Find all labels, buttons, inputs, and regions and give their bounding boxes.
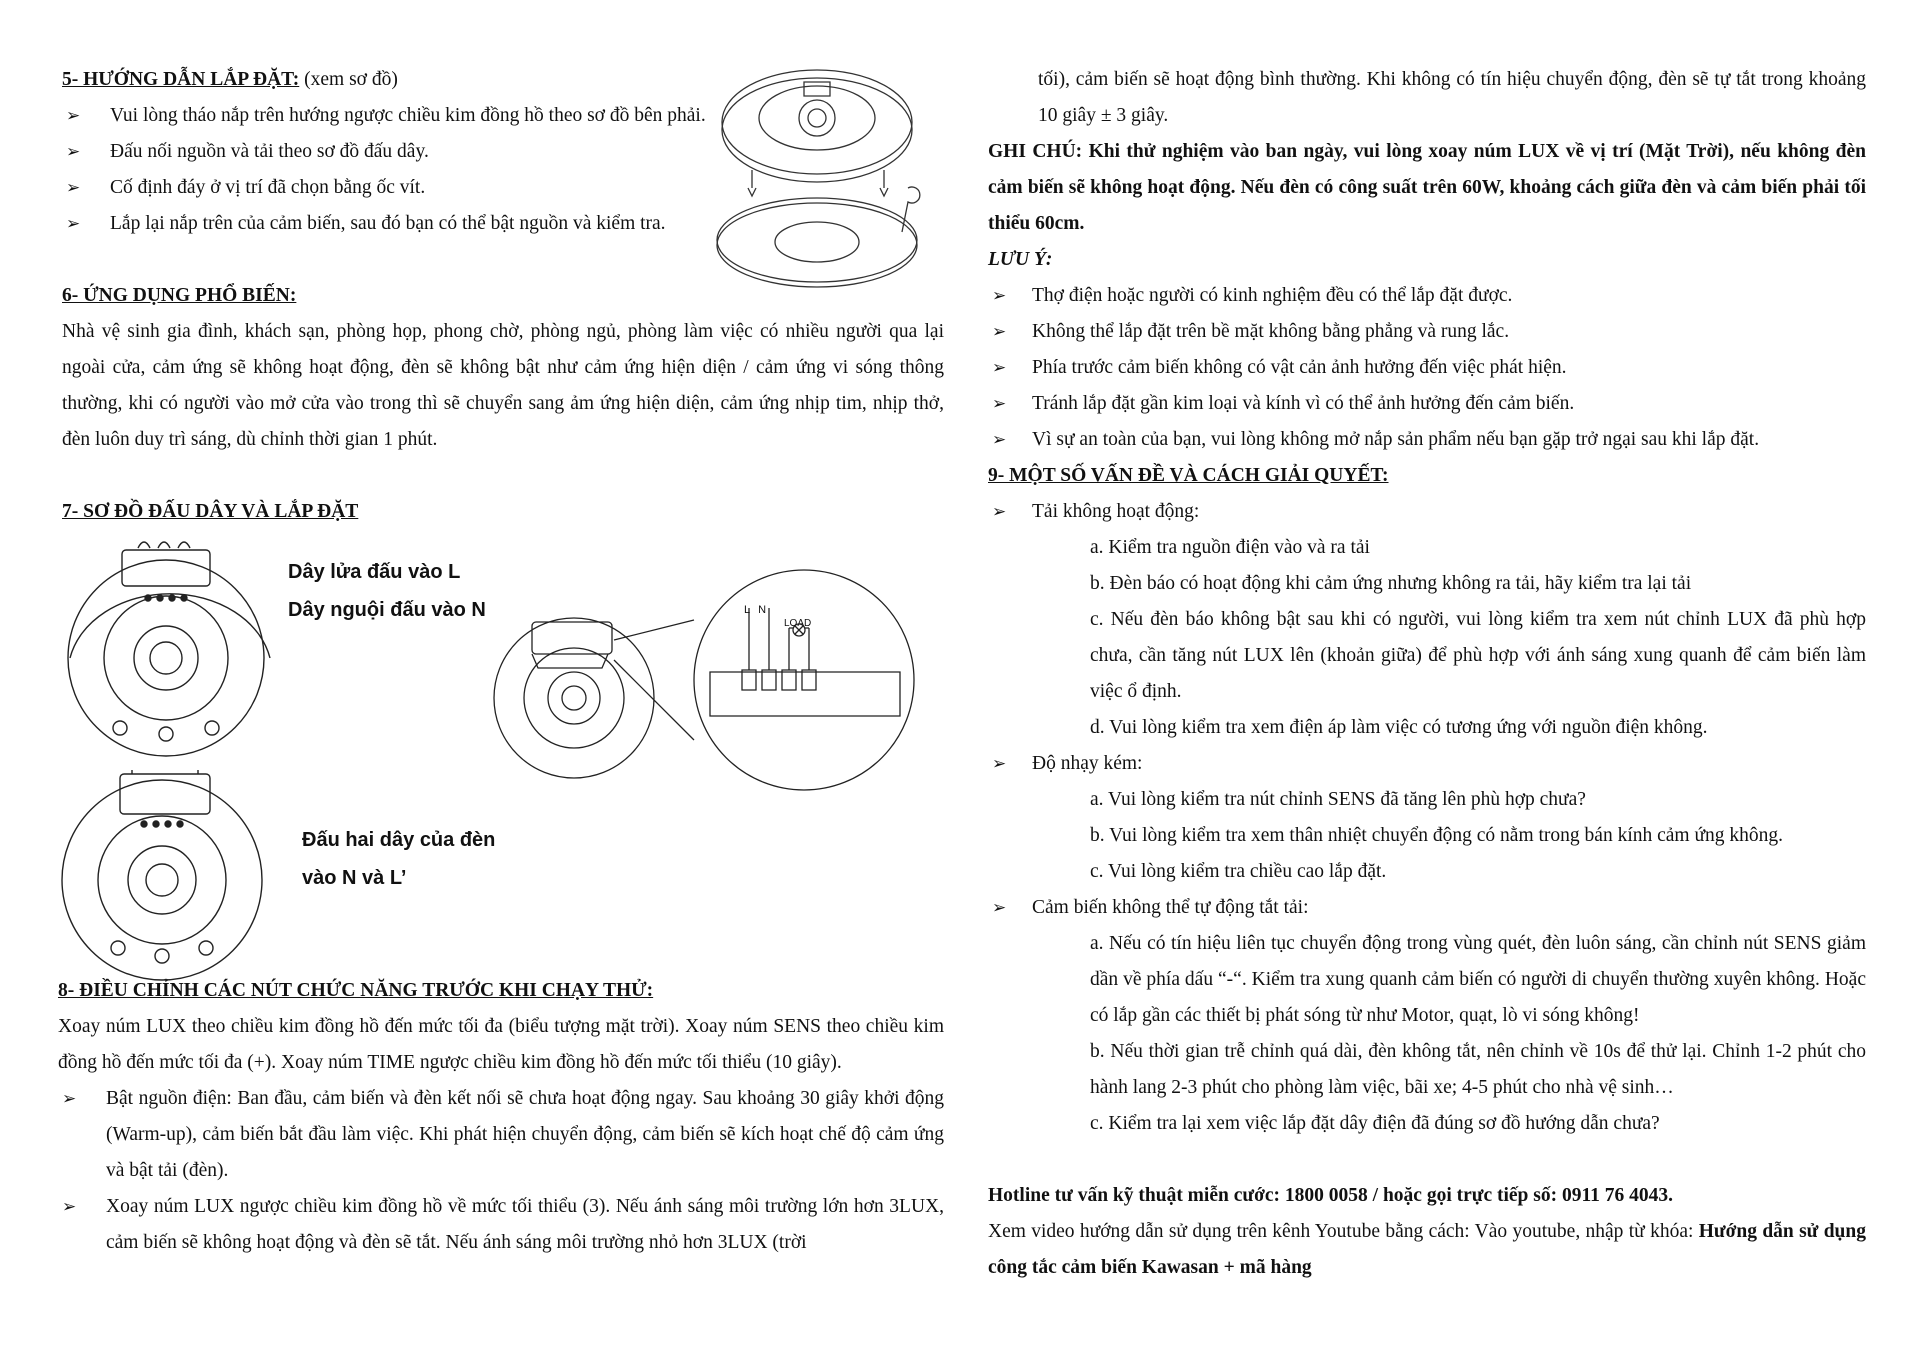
section-8-continuation: tối), cảm biến sẽ hoạt động bình thường. Khi không có tín hiệu chuyển động, đèn sẽ tự tắt trong khoảng 10 giây ± 3 giây. <box>1038 69 1866 126</box>
problem-3-title: ➢ Cảm biến không thể tự động tắt tải: <box>988 890 1866 926</box>
wiring-label-2 <box>302 821 495 897</box>
video-keyword: Hướng dẫn sử dụng công tắc cảm biến Kawasan + mã hàng <box>988 1221 1866 1278</box>
list-item: ➢ Bật nguồn điện: Ban đầu, cảm biến và đèn kết nối sẽ chưa hoạt động ngay. Sau khoảng 30 giây khởi động (Warm-up), cảm biến bắt đầu làm việc. Khi phát hiện chuyển động, cảm biến sẽ kích hoạt chế độ cảm ứng và bật tải (đèn). <box>58 1081 944 1189</box>
problem-2-a: a. Vui lòng kiểm tra nút chỉnh SENS đã tăng lên phù hợp chưa? <box>1090 789 1586 810</box>
problem-1-title: ➢ Tải không hoạt động: <box>988 494 1866 530</box>
wiring-diagram-2 <box>52 770 272 970</box>
terminal-N-label: N <box>758 604 775 616</box>
problem-1-b: b. Đèn báo có hoạt động khi cảm ứng nhưng không ra tải, hãy kiểm tra lại tải <box>1090 573 1692 594</box>
list-item: ➢ Đấu nối nguồn và tải theo sơ đồ đấu dây. <box>62 134 762 170</box>
terminal-detail-diagram <box>464 600 944 780</box>
mounting-exploded-illustration <box>712 60 922 290</box>
list-item: ➢ Tránh lắp đặt gần kim loại và kính vì có thể ảnh hưởng đến cảm biến. <box>988 386 1866 422</box>
problem-3-b: b. Nếu thời gian trễ chỉnh quá dài, đèn không tắt, nên chỉnh về 10s để thử lại. Chỉnh 1-2 phút cho hành lang 2-3 phút cho phòng làm việc, bãi xe; 4-5 phút cho nhà vệ sinh… <box>1090 1041 1866 1098</box>
wiring-label-2-line1: Đấu hai dây của đèn <box>302 829 496 851</box>
video-prefix: Xem video hướng dẫn sử dụng trên kênh Youtube bằng cách: Vào youtube, nhập từ khóa: <box>988 1221 1699 1242</box>
wiring-label-1-line1: Dây lửa đấu vào L <box>288 561 461 583</box>
section-8-intro: Xoay núm LUX theo chiều kim đồng hồ đến mức tối đa (biểu tượng mặt trời). Xoay núm SENS theo chiều kim đồng hồ đến mức tối đa (+). Xoay núm TIME ngược chiều kim đồng hồ đến mức tối thiểu (10 giây). <box>58 1016 944 1073</box>
terminal-L-label: L <box>744 604 759 616</box>
wiring-label-1 <box>288 553 486 629</box>
wiring-label-2-line2: vào N và L’ <box>302 867 407 889</box>
section-8-title: 8- ĐIỀU CHỈNH CÁC NÚT CHỨC NĂNG TRƯỚC KHI CHẠY THỬ: <box>58 980 654 1001</box>
note-label: GHI CHÚ: <box>988 141 1089 162</box>
problem-2-c: c. Vui lòng kiểm tra chiều cao lắp đặt. <box>1090 861 1387 882</box>
terminal-line-labels <box>744 604 774 616</box>
section-5-title: 5- HƯỚNG DẪN LẮP ĐẶT: <box>62 69 300 90</box>
note-paragraph <box>988 134 1866 242</box>
list-item: ➢ Thợ điện hoặc người có kinh nghiệm đều có thể lắp đặt được. <box>988 278 1866 314</box>
caution-title: LƯU Ý: <box>988 249 1053 270</box>
terminal-load-label: LOAD <box>784 618 812 629</box>
section-6-body: Nhà vệ sinh gia đình, khách sạn, phòng họp, phong chờ, phòng ngủ, phòng làm việc có nhiều người qua lại ngoài cửa, cảm ứng sẽ không hoạt động, đèn sẽ không bật như cảm ứng hiện diện / cảm ứng vi sóng thông thường, khi có người vào mở cửa vào trong thì sẽ chuyển sang ảm ứng hiện diện, cảm ứng nhịp tim, nhịp thở, đèn luôn duy trì sáng, dù chỉnh thời gian 1 phút. <box>62 321 944 450</box>
list-item: ➢ Cố định đáy ở vị trí đã chọn bằng ốc vít. <box>62 170 762 206</box>
list-item: ➢ Không thể lắp đặt trên bề mặt không bằng phẳng và rung lắc. <box>988 314 1866 350</box>
wiring-diagram-1 <box>62 538 272 738</box>
problem-3-c: c. Kiểm tra lại xem việc lắp đặt dây điện đã đúng sơ đồ hướng dẫn chưa? <box>1090 1113 1660 1134</box>
section-9-title: 9- MỘT SỐ VẤN ĐỀ VÀ CÁCH GIẢI QUYẾT: <box>988 465 1389 486</box>
section-5-title-note: (xem sơ đồ) <box>299 69 398 90</box>
problem-3-a: a. Nếu có tín hiệu liên tục chuyển động trong vùng quét, đèn luôn sáng, cần chỉnh nút SENS giảm dần về phía dấu “-“. Kiểm tra xung quanh cảm biến có người di chuyển thường xuyên không. Hoặc có lắp gần các thiết bị phát sóng từ như Motor, quạt, lò vi sóng không! <box>1090 933 1866 1026</box>
section-6-title: 6- ỨNG DỤNG PHỔ BIẾN: <box>62 285 297 306</box>
note-text: Khi thử nghiệm vào ban ngày, vui lòng xoay núm LUX về vị trí (Mặt Trời), nếu không đèn cảm biến sẽ không hoạt động. Nếu đèn có công suất trên 60W, khoảng cách giữa đèn và cảm biến phải tối thiểu 60cm. <box>988 141 1866 234</box>
problem-1-a: a. Kiểm tra nguồn điện vào và ra tải <box>1090 537 1370 558</box>
video-instruction <box>988 1214 1866 1286</box>
list-item: ➢ Vui lòng tháo nắp trên hướng ngược chiều kim đồng hồ theo sơ đồ bên phải. <box>62 98 762 134</box>
problem-2-b: b. Vui lòng kiểm tra xem thân nhiệt chuyển động có nằm trong bán kính cảm ứng không. <box>1090 825 1784 846</box>
list-item: ➢ Phía trước cảm biến không có vật cản ảnh hưởng đến việc phát hiện. <box>988 350 1866 386</box>
list-item: ➢ Lắp lại nắp trên của cảm biến, sau đó bạn có thể bật nguồn và kiểm tra. <box>62 206 762 242</box>
section-8 <box>58 973 944 1261</box>
wiring-label-1-line2: Dây nguội đấu vào N <box>288 599 486 621</box>
problem-1-c: c. Nếu đèn báo không bật sau khi có người, vui lòng kiểm tra xem nút chỉnh LUX đã phù hợp chưa, cần tăng nút LUX lên (khoản giữa) để phù hợp với ánh sáng xung quanh để cảm biến làm việc ổ định. <box>1090 609 1866 702</box>
hotline: Hotline tư vấn kỹ thuật miễn cước: 1800 0058 / hoặc gọi trực tiếp số: 0911 76 4043. <box>988 1185 1674 1206</box>
section-5-list <box>62 98 762 242</box>
list-item: ➢ Xoay núm LUX ngược chiều kim đồng hồ về mức tối thiểu (3). Nếu ánh sáng môi trường lớn hơn 3LUX, cảm biến sẽ không hoạt động và đèn sẽ tắt. Nếu ánh sáng môi trường nhỏ hơn 3LUX (trời <box>58 1189 944 1261</box>
section-7-title: 7- SƠ ĐỒ ĐẤU DÂY VÀ LẮP ĐẶT <box>62 501 359 522</box>
problem-1-d: d. Vui lòng kiểm tra xem điện áp làm việc có tương ứng với nguồn điện không. <box>1090 717 1708 738</box>
list-item: ➢ Vì sự an toàn của bạn, vui lòng không mở nắp sản phẩm nếu bạn gặp trở ngại sau khi lắp đặt. <box>988 422 1866 458</box>
problem-2-title: ➢ Độ nhạy kém: <box>988 746 1866 782</box>
right-column <box>988 62 1866 1286</box>
